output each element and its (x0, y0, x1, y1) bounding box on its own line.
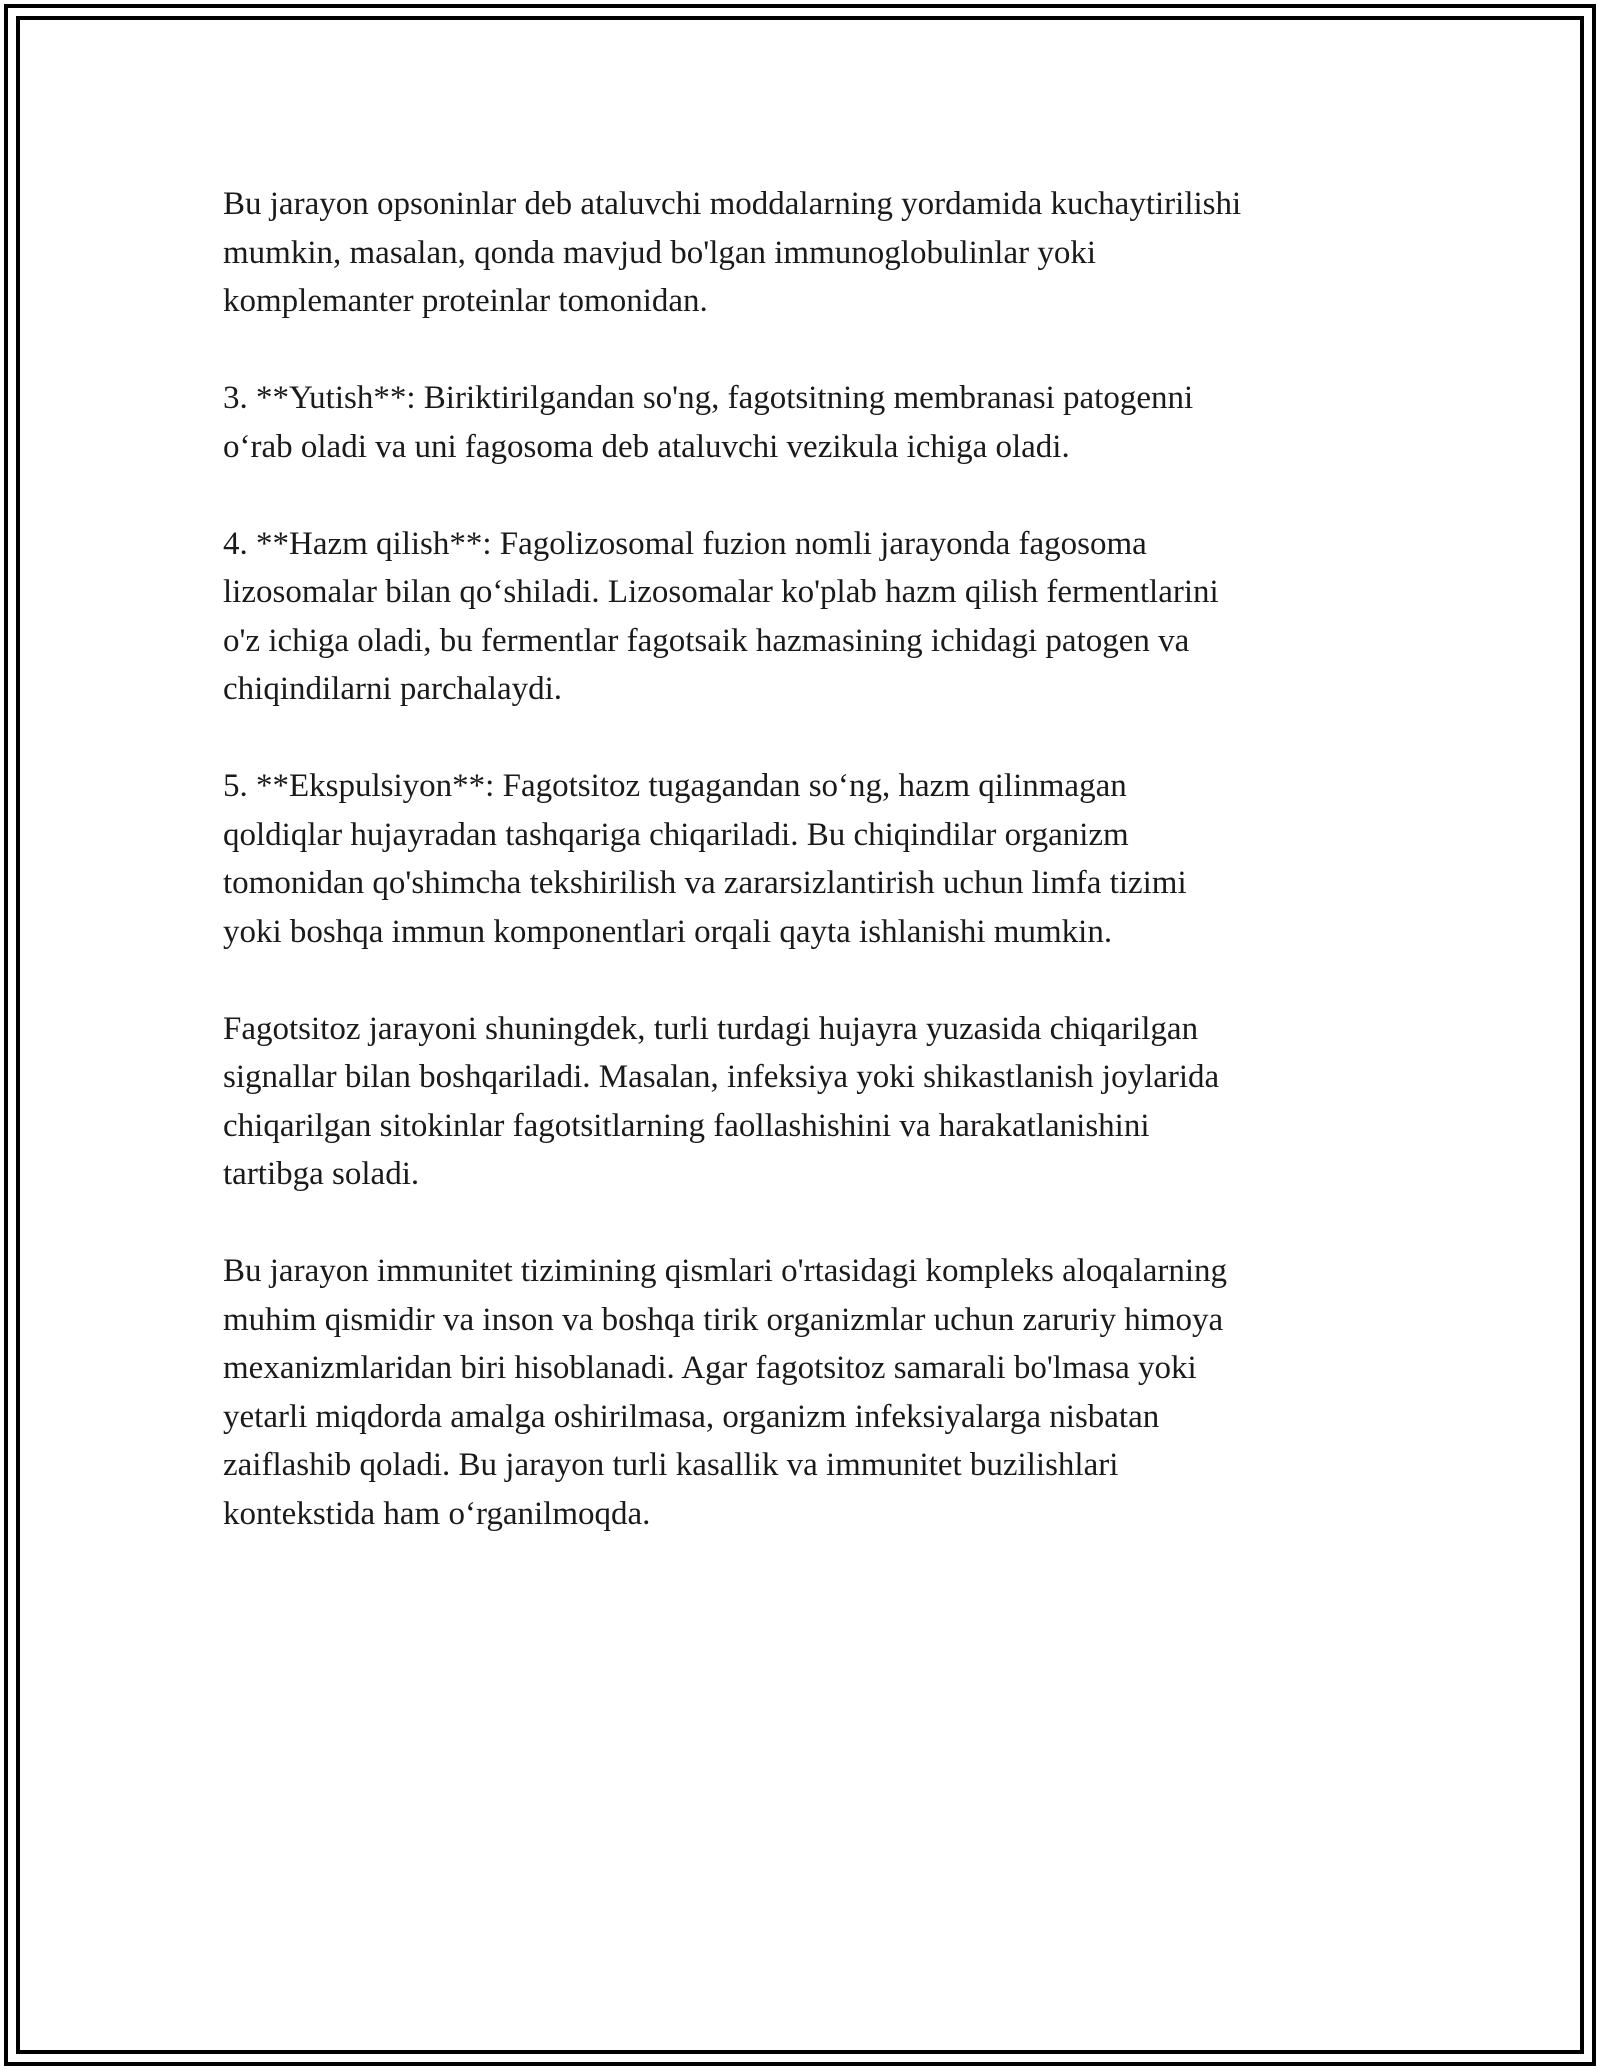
paragraph-conclusion: Bu jarayon immunitet tizimining qismlari o'rtasidagi kompleks aloqalarning muhim qismidir va inson va boshqa tirik organizmlar uchun zaruriy himoya mexanizmlaridan biri hisoblanadi. Agar fagotsitoz samarali bo'lmasa yoki yetarli miqdorda amalga oshirilmasa, organizm infeksiyalarga nisbatan zaiflashib qoladi. Bu jarayon turli kasallik va immunitet buzilishlari kontekstida ham o‘rganilmoqda. (223, 1253, 1228, 1532)
paragraph-step-5-expulsion: 5. **Ekspulsiyon**: Fagotsitoz tugagandan so‘ng, hazm qilinmagan qoldiqlar hujayradan tashqariga chiqariladi. Bu chiqindilar organizm tomonidan qo'shimcha tekshirilish va zararsizlantirish uchun limfa tizimi yoki boshqa immun komponentlari orqali qayta ishlanishi mumkin. (223, 768, 1187, 950)
paragraph-regulation: Fagotsitoz jarayoni shuningdek, turli turdagi hujayra yuzasida chiqarilgan signallar bilan boshqariladi. Masalan, infeksiya yoki shikastlanish joylarida chiqarilgan sitokinlar fagotsitlarning faollashishini va harakatlanishini tartibga soladi. (223, 1010, 1220, 1192)
paragraph-opsonins: Bu jarayon opsoninlar deb ataluvchi moddalarning yordamida kuchaytirilishi mumkin, masalan, qonda mavjud bo'lgan immunoglobulinlar yoki komplemanter proteinlar tomonidan. (223, 186, 1242, 319)
paragraph-step-4-digestion: 4. **Hazm qilish**: Fagolizosomal fuzion nomli jarayonda fagosoma lizosomalar bilan qo‘shiladi. Lizosomalar ko'plab hazm qilish fermentlarini o'z ichiga oladi, bu fermentlar fagotsaik hazmasining ichidagi patogen va chiqindilarni parchalaydi. (223, 525, 1219, 707)
document-body (223, 180, 1373, 1538)
paragraph-step-3-ingestion: 3. **Yutish**: Biriktirilgandan so'ng, fagotsitning membranasi patogenni o‘rab oladi va uni fagosoma deb ataluvchi vezikula ichiga oladi. (223, 380, 1194, 465)
